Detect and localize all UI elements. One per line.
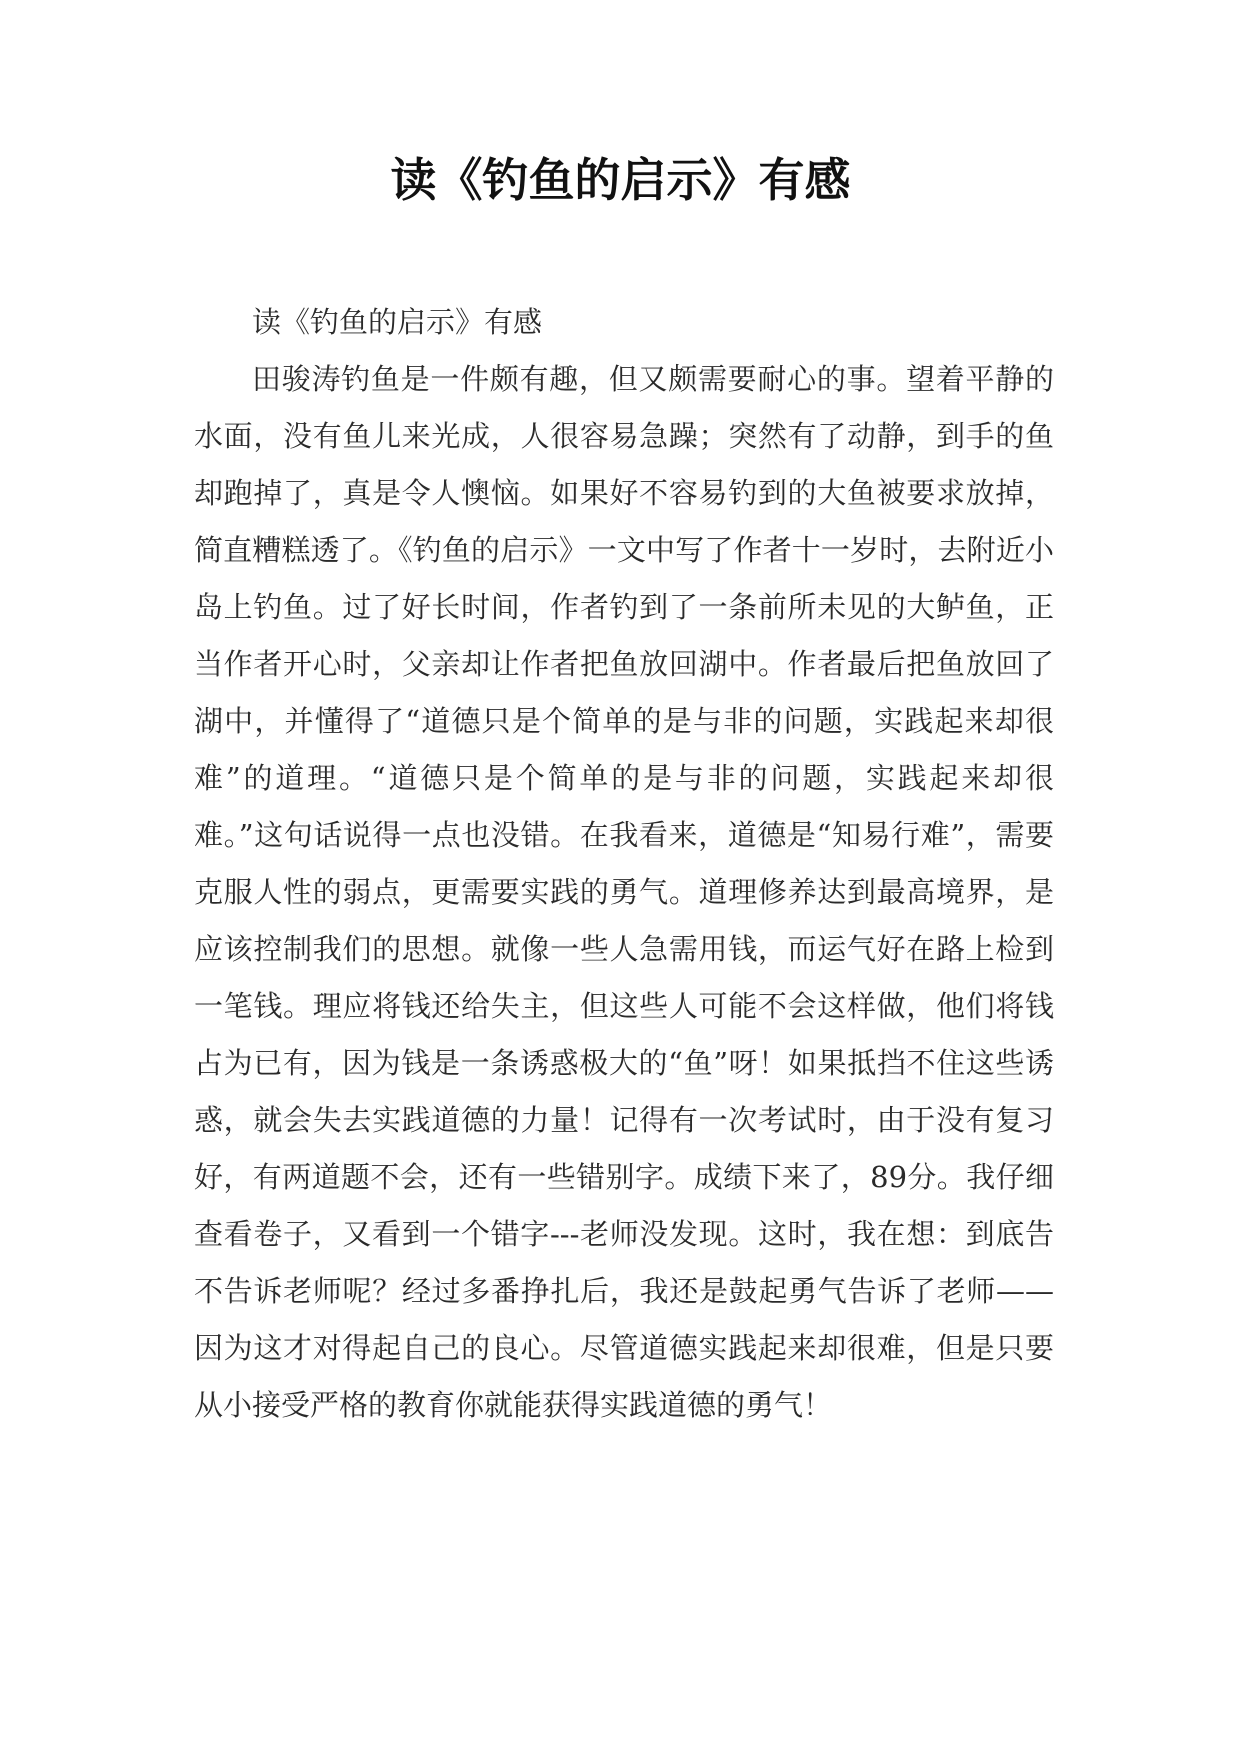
document-title: 读《钓鱼的启示》有感 <box>390 153 851 207</box>
document-body <box>194 294 1054 1434</box>
paragraph-main: 田骏涛钓鱼是一件颇有趣，但又颇需要耐心的事。望着平静的水面，没有鱼儿来光成，人很容易急躁；突然有了动静，到手的鱼却跑掉了，真是令人懊恼。如果好不容易钓到的大鱼被要求放掉，简直糟糕透了。《钓鱼的启示》一文中写了作者十一岁时，去附近小岛上钓鱼。过了好长时间，作者钓到了一条前所未见的大鲈鱼，正当作者开心时，父亲却让作者把鱼放回湖中。作者最后把鱼放回了湖中，并懂得了“道德只是个简单的是与非的问题，实践起来却很难”的道理。“道德只是个简单的是与非的问题，实践起来却很难。”这句话说得一点也没错。在我看来，道德是“知易行难”，需要克服人性的弱点，更需要实践的勇气。道理修养达到最高境界，是应该控制我们的思想。就像一些人急需用钱，而运气好在路上检到一笔钱。理应将钱还给失主，但这些人可能不会这样做，他们将钱占为已有，因为钱是一条诱惑极大的“鱼”呀！如果抵挡不住这些诱惑，就会失去实践道德的力量！记得有一次考试时，由于没有复习好，有两道题不会，还有一些错别字。成绩下来了，89分。我仔细查看卷子，又看到一个错字---老师没发现。这时，我在想：到底告不告诉老师呢？经过多番挣扎后，我还是鼓起勇气告诉了老师——因为这才对得起自己的良心。尽管道德实践起来却很难，但是只要从小接受严格的教育你就能获得实践道德的勇气！ <box>194 362 1054 1422</box>
paragraph-subtitle: 读《钓鱼的启示》有感 <box>252 305 543 339</box>
